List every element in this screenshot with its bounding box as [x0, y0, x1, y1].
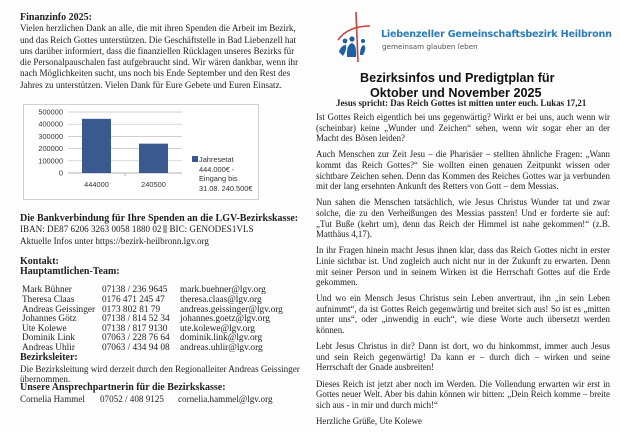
infos-link[interactable]: Aktuelle Infos unter https://bezirk-heilbronn.lgv.org [20, 235, 209, 246]
team-member-phone: 07063 / 434 94 08 [102, 342, 170, 353]
team-member-name: Mark Bühner [22, 285, 72, 296]
y-tick-label: 0 [58, 168, 63, 178]
devotional-text [316, 112, 610, 432]
kasse-phone: 07052 / 408 9125 [100, 393, 164, 404]
contact-section [20, 257, 310, 354]
team-member-email[interactable]: andreas.uhlir@lgv.org [180, 342, 263, 353]
kasse-contact [20, 394, 310, 405]
x-tick-label: 240500 [141, 180, 166, 189]
team-member-name: Dominik Link [22, 333, 75, 344]
team-member-email[interactable]: theresa.claas@lgv.org [180, 295, 262, 305]
team-member-phone: 0173 802 81 79 [102, 304, 161, 315]
chart-legend [192, 155, 252, 193]
title-line-1: Bezirksinfos und Predigtplan für [360, 71, 555, 85]
team-heading: Hauptamtlichen-Team: [20, 266, 120, 278]
paragraph: Nun sahen die Menschen tatsächlich, wie Jesus Christus Wunder tat und zwar solche, die zu den Verheißungen des Messias passten! Und er forderte sie auf: „Tut Buße (kehrt um), denn das Reich der Himmel ist nahe gekommen!“ (z.B. Matthäus 4,17). [316, 197, 610, 240]
contact-heading: Kontakt: [20, 256, 59, 267]
legend-line-4: 31.08. 240.500€ [199, 183, 253, 193]
team-member-name: Ute Kolewe [22, 323, 67, 334]
org-name: Liebenzeller Gemeinschaftsbezirk Heilbronn [381, 29, 612, 40]
bar [139, 144, 168, 173]
paragraph: Auch Menschen zur Zeit Jesu – die Pharisäer – stellten ähnliche Fragen: „Wann kommt das Reich Gottes?“ Sie wollten einen genauen Zeitpunkt wissen oder sichtbare Zeichen sehen. Denn das Kommen des Reiches Gottes war ja verbunden mit der lang ersehnten Ankunft des Retters von Gott – dem Messias. [316, 149, 610, 192]
bezirksleiter-text: Die Bezirksleitung wird derzeit durch den Regionalleiter Andreas Geissinger übernommen. [20, 363, 300, 384]
team-member-email[interactable]: andreas.geissinger@lgv.org [180, 304, 283, 315]
legend-line-2: 444.000€ - [199, 164, 235, 174]
org-slogan: gemeinsam glauben leben [382, 42, 478, 51]
kasse-name: Cornelia Hammel [20, 393, 85, 404]
paragraph: In ihr Fragen hinein macht Jesus ihnen klar, dass das Reich Gottes nicht in erster Linie sichtbar ist. Und zugleich auch nicht nur in der Zukunft zu erwarten. Denn mit seiner Person und in seinem Wirken ist die Herrschaft Gottes auf die Erde gekommen. [316, 245, 610, 288]
team-member-name: Johannes Götz [22, 314, 77, 325]
team-member-email[interactable]: ute.kolewe@lgv.org [180, 323, 255, 334]
x-tick-label: 444000 [84, 180, 109, 189]
team-table [20, 286, 283, 353]
y-tick-label: 500000 [38, 107, 63, 117]
lgv-logo-icon [336, 12, 370, 62]
title-line-2: Oktober und November 2025 [370, 85, 542, 100]
team-member-email[interactable]: dominik.link@lgv.org [180, 333, 263, 344]
budget-chart [23, 104, 259, 200]
team-member-phone: 07063 / 228 76 64 [102, 333, 170, 344]
bible-verse: Jesus spricht: Das Reich Gottes ist mitten unter euch. Lukas 17,21 [336, 98, 587, 108]
team-member-name: Theresa Claas [22, 295, 75, 305]
team-member-name: Andreas Geissinger [22, 304, 96, 315]
paragraph: Lebt Jesus Christus in dir? Dann ist dort, wo du hinkommst, immer auch Jesus und sein Reich gegenwärtig! Da kann er – durch dich – wirken und seine Herrschaft der Gnade ausbreiten! [316, 341, 610, 373]
kasse-heading: Unsere Ansprechpartnerin für die Bezirkskasse: [20, 382, 226, 393]
team-member-name: Andreas Uhlir [22, 342, 75, 353]
y-tick-label: 300000 [38, 131, 63, 141]
bank-heading: Die Bankverbindung für Ihre Spenden an die LGV-Bezirkskasse: [20, 213, 299, 224]
team-member-phone: 0176 471 245 47 [102, 295, 165, 305]
paragraph: Und wo ein Mensch Jesus Christus sein Leben anvertraut, ihn „in sein Leben aufnimmt“, da ist Gottes Reich gegenwärtig und breitet sich aus! So ist es „mitten unter uns“, oder „inwendig in euch“, wie diese Worte auch übersetzt werden können. [316, 293, 610, 336]
page-title [360, 71, 620, 100]
bic: BIC: GENODES1VLS [169, 224, 254, 235]
legend-swatch [192, 156, 198, 162]
finanzinfo-section [20, 12, 302, 91]
paragraph: Herzliche Grüße, Ute Kolewe [316, 416, 422, 426]
finanzinfo-text: Vielen herzlichen Dank an alle, die mit ihren Spenden die Arbeit im Bezirk, und das Reich Gottes unterstützen. Die Geschäftstelle in Bad Liebenzell hat uns darüber informiert, dass die finanziellen Rücklagen unseres Bezirks für die Personalpauschalen fast aufgebraucht sind. Wir wären dankbar, wenn ihr nach Möglichkeiten sucht, uns noch bis Ende September und den Rest des Jahres zu unterstützen. Vielen Dank für Eure Gebete und Euren Einsatz. [20, 23, 299, 90]
iban: IBAN: DE87 6206 3263 0058 1880 02 [20, 224, 162, 235]
kasse-email[interactable]: cornelia.hammel@lgv.org [178, 393, 273, 404]
team-member-phone: 07138 / 814 52 34 [102, 314, 170, 325]
paragraph: Ist Gottes Reich eigentlich bei uns gegenwärtig? Wirkt er bei uns, auch wenn wir (scheinbar) keine „Wunder und Zeichen“ sehen, wenn wir sogar eher an der Macht des Bösen leiden? [316, 112, 610, 144]
y-tick-label: 400000 [38, 119, 63, 129]
separator [163, 225, 167, 233]
legend-line-3: Eingang bis [199, 174, 238, 183]
y-tick-label: 100000 [38, 156, 63, 166]
bar [82, 119, 111, 173]
bezirksleiter-heading: Bezirksleiter: [20, 352, 78, 363]
paragraph: Dieses Reich ist jetzt aber noch im Werden. Die Vollendung erwarten wir erst in Gottes neuer Welt. Aber bis dahin können wir bitten: „Dein Reich komme – breite sich aus - in mir und durch mich!“ [316, 378, 610, 410]
team-member-phone: 07138 / 817 9130 [102, 323, 168, 334]
bank-details [20, 224, 310, 235]
legend-line-1: Jahresetat [199, 155, 234, 164]
bezirksleiter-section [20, 353, 310, 385]
kasse-section [20, 383, 310, 404]
team-member-email[interactable]: mark.buehner@lgv.org [180, 285, 266, 296]
team-member-email[interactable]: johannes.goetz@lgv.org [180, 314, 270, 325]
team-member-phone: 07138 / 236 9645 [102, 285, 168, 296]
finanzinfo-heading: Finanzinfo 2025: [20, 12, 92, 23]
bank-section [20, 213, 310, 247]
y-tick-label: 200000 [38, 144, 63, 154]
